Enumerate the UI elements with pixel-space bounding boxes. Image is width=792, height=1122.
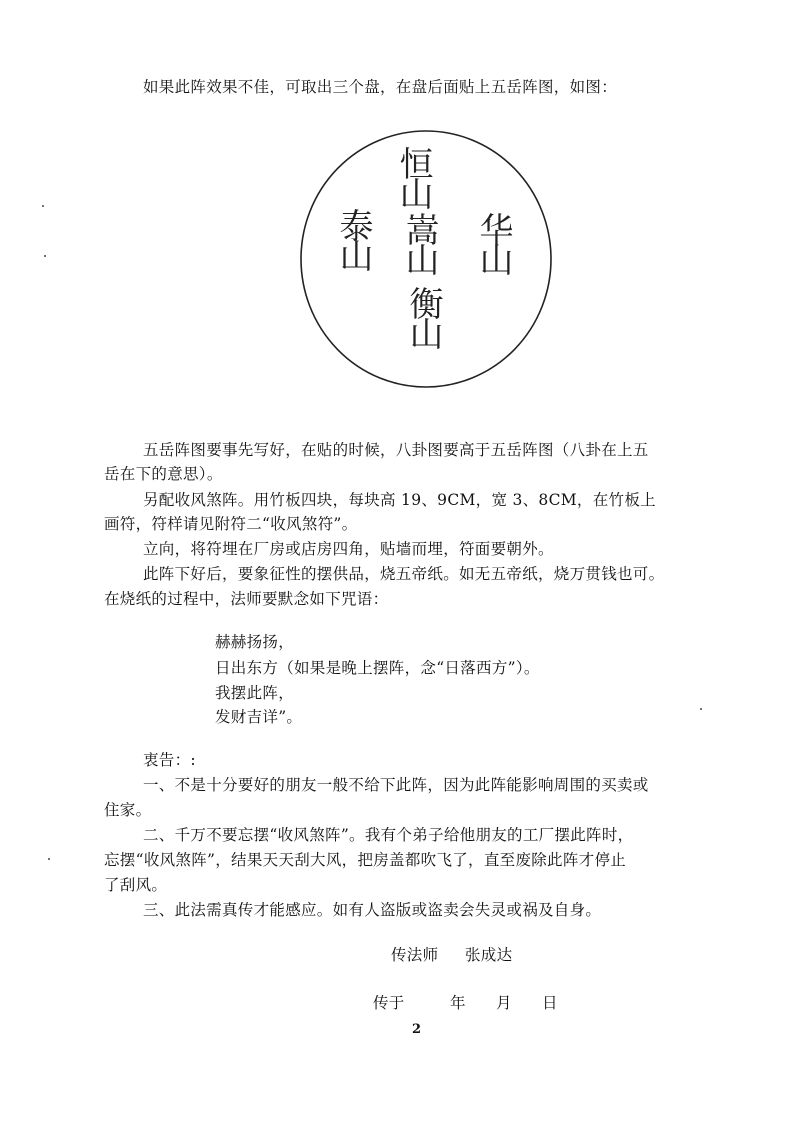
scan-speck	[48, 858, 50, 860]
date-month: 月	[496, 994, 512, 1012]
scan-speck	[700, 708, 702, 710]
chant-line-1: 赫赫扬扬，	[215, 633, 295, 651]
chant-line-2: 日出东方（如果是晚上摆阵，念“日落西方”）。	[215, 659, 540, 677]
notice-item-2-line-1: 二、千万不要忘摆“收风煞阵”。我有个弟子给他朋友的工厂摆此阵时，	[143, 826, 634, 844]
paragraph-3: 立向，将符埋在厂房或店房四角，贴墙而埋，符面要朝外。	[143, 540, 554, 558]
date-day: 日	[542, 994, 558, 1012]
mountain-label-hengshan-north: 恒山	[393, 146, 433, 206]
chant-line-3: 我摆此阵，	[215, 684, 295, 702]
chant-line-4: 发财吉详”。	[215, 708, 303, 726]
signature-name: 张成达	[465, 946, 513, 964]
page-number: 2	[412, 1022, 422, 1037]
notice-item-2-line-2: 忘摆“收风煞阵”，结果天天刮大风，把房盖都吹飞了，直至废除此阵才停止	[104, 851, 627, 869]
paragraph-2-line-1: 另配收风煞阵。用竹板四块，每块高 19、9CM，宽 3、8CM，在竹板上	[143, 491, 656, 509]
signature-title: 传法师	[391, 946, 439, 964]
notice-item-3: 三、此法需真传才能感应。如有人盗版或盗卖会失灵或祸及自身。	[143, 901, 602, 919]
paragraph-2-line-2: 画符，符样请见附符二“收风煞符”。	[104, 515, 358, 533]
date-prefix: 传于	[373, 994, 405, 1012]
paragraph-4-line-1: 此阵下好后，要象征性的摆供品，烧五帝纸。如无五帝纸，烧万贯钱也可。	[143, 565, 665, 583]
intro-text: 如果此阵效果不佳，可取出三个盘，在盘后面贴上五岳阵图，如图：	[143, 78, 618, 96]
notice-item-1-line-2: 住家。	[104, 801, 152, 819]
mountain-label-huashan: 华山	[473, 212, 513, 272]
mountain-label-taishan: 泰山	[333, 208, 373, 268]
date-year: 年	[450, 994, 466, 1012]
five-mountains-diagram	[298, 128, 554, 390]
notice-heading: 衷告：:	[143, 751, 196, 769]
mountain-label-hengshan-south: 衡山	[403, 286, 443, 346]
scan-speck	[42, 205, 44, 207]
mountain-label-songshan: 嵩山	[399, 212, 439, 272]
paragraph-4-line-2: 在烧纸的过程中，法师要默念如下咒语：	[104, 590, 389, 608]
paragraph-1-line-2: 岳在下的意思）。	[104, 465, 223, 483]
scan-speck	[44, 255, 46, 257]
paragraph-1-line-1: 五岳阵图要事先写好，在贴的时候，八卦图要高于五岳阵图（八卦在上五	[143, 441, 649, 459]
notice-item-2-line-3: 了刮风。	[104, 876, 168, 894]
notice-item-1-line-1: 一、不是十分要好的朋友一般不给下此阵，因为此阵能影响周围的买卖或	[143, 776, 649, 794]
